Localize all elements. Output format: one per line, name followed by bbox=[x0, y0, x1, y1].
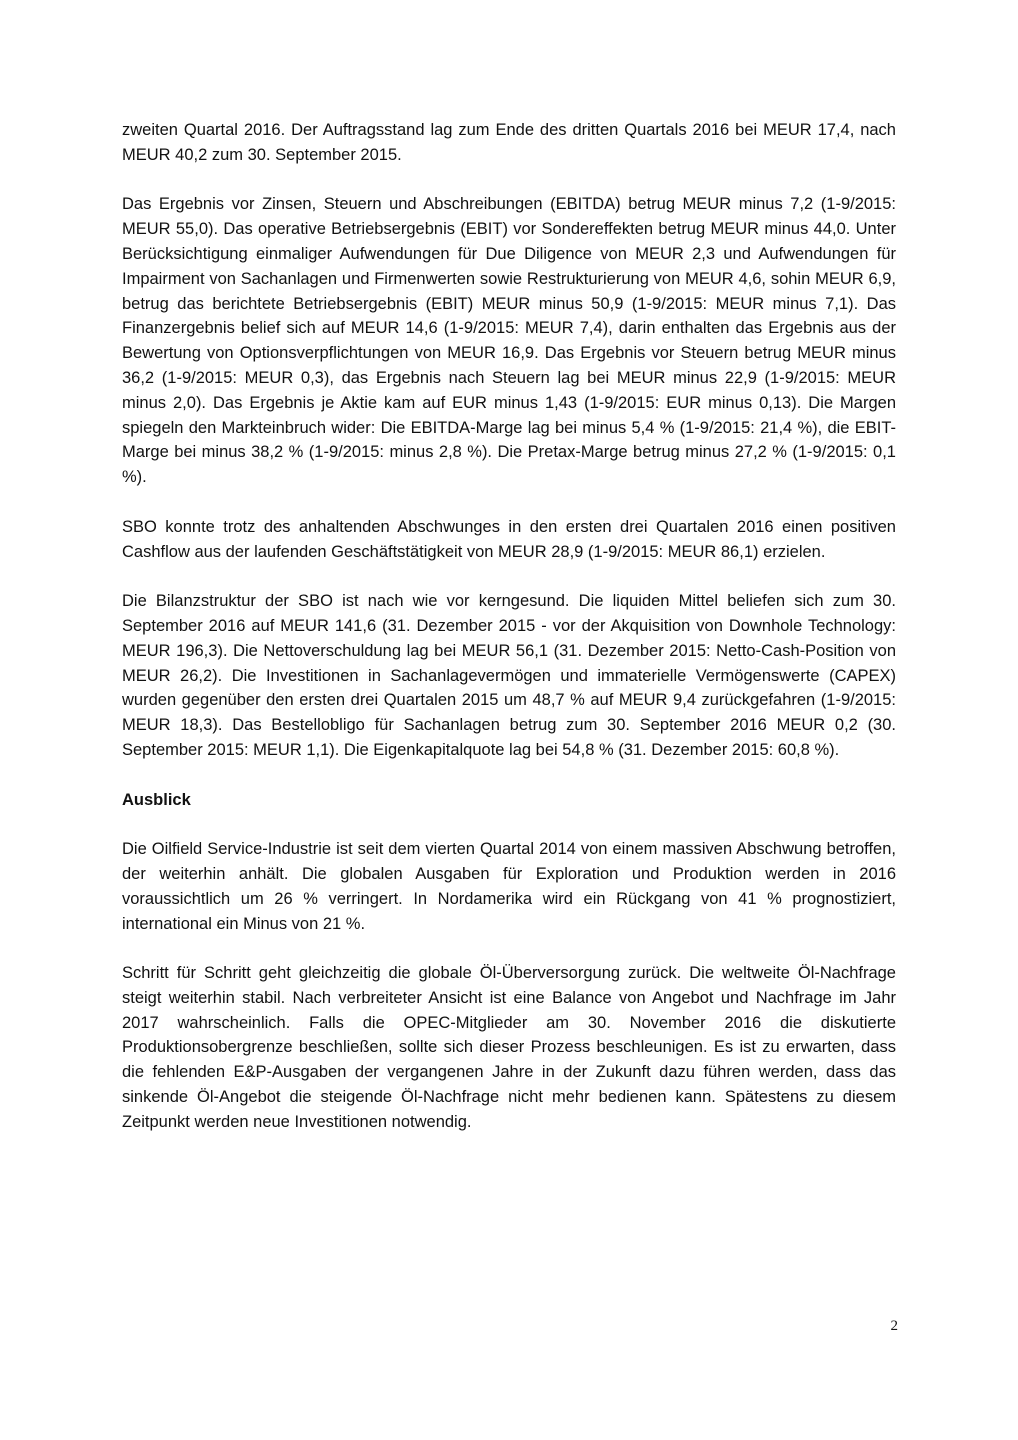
paragraph-earnings: Das Ergebnis vor Zinsen, Steuern und Abschreibungen (EBITDA) betrug MEUR minus 7,2 (1-9/2015: MEUR 55,0). Das operative Betriebsergebnis (EBIT) vor Sondereffekten betrug MEUR minus 44,0. Unter Berücksichtigung einmaliger Aufwendungen für Due Diligence von MEUR 2,3 und Aufwendungen für Impairment von Sachanlagen und Firmenwerten sowie Restrukturierung von MEUR 4,6, sohin MEUR 6,9, betrug das berichtete Betriebsergebnis (EBIT) MEUR minus 50,9 (1-9/2015: MEUR minus 7,1). Das Finanzergebnis belief sich auf MEUR 14,6 (1-9/2015: MEUR 7,4), darin enthalten das Ergebnis aus der Bewertung von Optionsverpflichtungen von MEUR 16,9. Das Ergebnis vor Steuern betrug MEUR minus 36,2 (1-9/2015: MEUR 0,3), das Ergebnis nach Steuern lag bei MEUR minus 22,9 (1-9/2015: MEUR minus 2,0). Das Ergebnis je Aktie kam auf EUR minus 1,43 (1-9/2015: EUR minus 0,13). Die Margen spiegeln den Markteinbruch wider: Die EBITDA-Marge lag bei minus 5,4 % (1-9/2015: 21,4 %), die EBIT-Marge bei minus 38,2 % (1-9/2015: minus 2,8 %). Die Pretax-Marge betrug minus 27,2 % (1-9/2015: 0,1 %). bbox=[122, 195, 896, 487]
document-body bbox=[122, 118, 896, 1135]
paragraph-cashflow: SBO konnte trotz des anhaltenden Abschwunges in den ersten drei Quartalen 2016 einen positiven Cashflow aus der laufenden Geschäftstätigkeit von MEUR 28,9 (1-9/2015: MEUR 86,1) erzielen. bbox=[122, 517, 896, 561]
paragraph-spacer bbox=[122, 936, 896, 961]
paragraph-spacer bbox=[122, 490, 896, 515]
page-number: 2 bbox=[890, 1318, 898, 1334]
paragraph-spacer bbox=[122, 564, 896, 589]
paragraph-order-backlog: zweiten Quartal 2016. Der Auftragsstand lag zum Ende des dritten Quartals 2016 bei MEUR 17,4, nach MEUR 40,2 zum 30. September 2015. bbox=[122, 121, 896, 164]
paragraph-spacer bbox=[122, 763, 896, 788]
paragraph-oil-supply: Schritt für Schritt geht gleichzeitig die globale Öl-Überversorgung zurück. Die weltweite Öl-Nachfrage steigt weiterhin stabil. Nach verbreiteter Ansicht ist eine Balance von Angebot und Nachfrage im Jahr 2017 wahrscheinlich. Falls die OPEC-Mitglieder am 30. November 2016 die diskutierte Produktionsobergrenze beschließen, sollte sich dieser Prozess beschleunigen. Es ist zu erwarten, dass die fehlenden E&P-Ausgaben der vergangenen Jahre in der Zukunft dazu führen werden, dass das sinkende Öl-Angebot die steigende Öl-Nachfrage nicht mehr bedienen kann. Spätestens zu diesem Zeitpunkt werden neue Investitionen notwendig. bbox=[122, 964, 896, 1131]
paragraph-balance-sheet: Die Bilanzstruktur der SBO ist nach wie vor kerngesund. Die liquiden Mittel beliefen sich zum 30. September 2016 auf MEUR 141,6 (31. Dezember 2015 - vor der Akquisition von Downhole Technology: MEUR 196,3). Die Nettoverschuldung lag bei MEUR 56,1 (31. Dezember 2015: Netto-Cash-Position von MEUR 26,2). Die Investitionen in Sachanlagevermögen und immaterielle Vermögenswerte (CAPEX) wurden gegenüber den ersten drei Quartalen 2015 um 48,7 % auf MEUR 9,4 zurückgefahren (1-9/2015: MEUR 18,3). Das Bestellobligo für Sachanlagen betrug zum 30. September 2016 MEUR 0,2 (30. September 2015: MEUR 1,1). Die Eigenkapitalquote lag bei 54,8 % (31. Dezember 2015: 60,8 %). bbox=[122, 592, 896, 759]
paragraph-industry-outlook: Die Oilfield Service-Industrie ist seit dem vierten Quartal 2014 von einem massiven Abschwung betroffen, der weiterhin anhält. Die globalen Ausgaben für Exploration und Produktion werden in 2016 voraussichtlich um 26 % verringert. In Nordamerika wird ein Rückgang von 41 % prognostiziert, international ein Minus von 21 %. bbox=[122, 840, 896, 933]
section-heading-outlook: Ausblick bbox=[122, 790, 191, 809]
paragraph-spacer bbox=[122, 168, 896, 193]
paragraph-spacer bbox=[122, 812, 896, 837]
